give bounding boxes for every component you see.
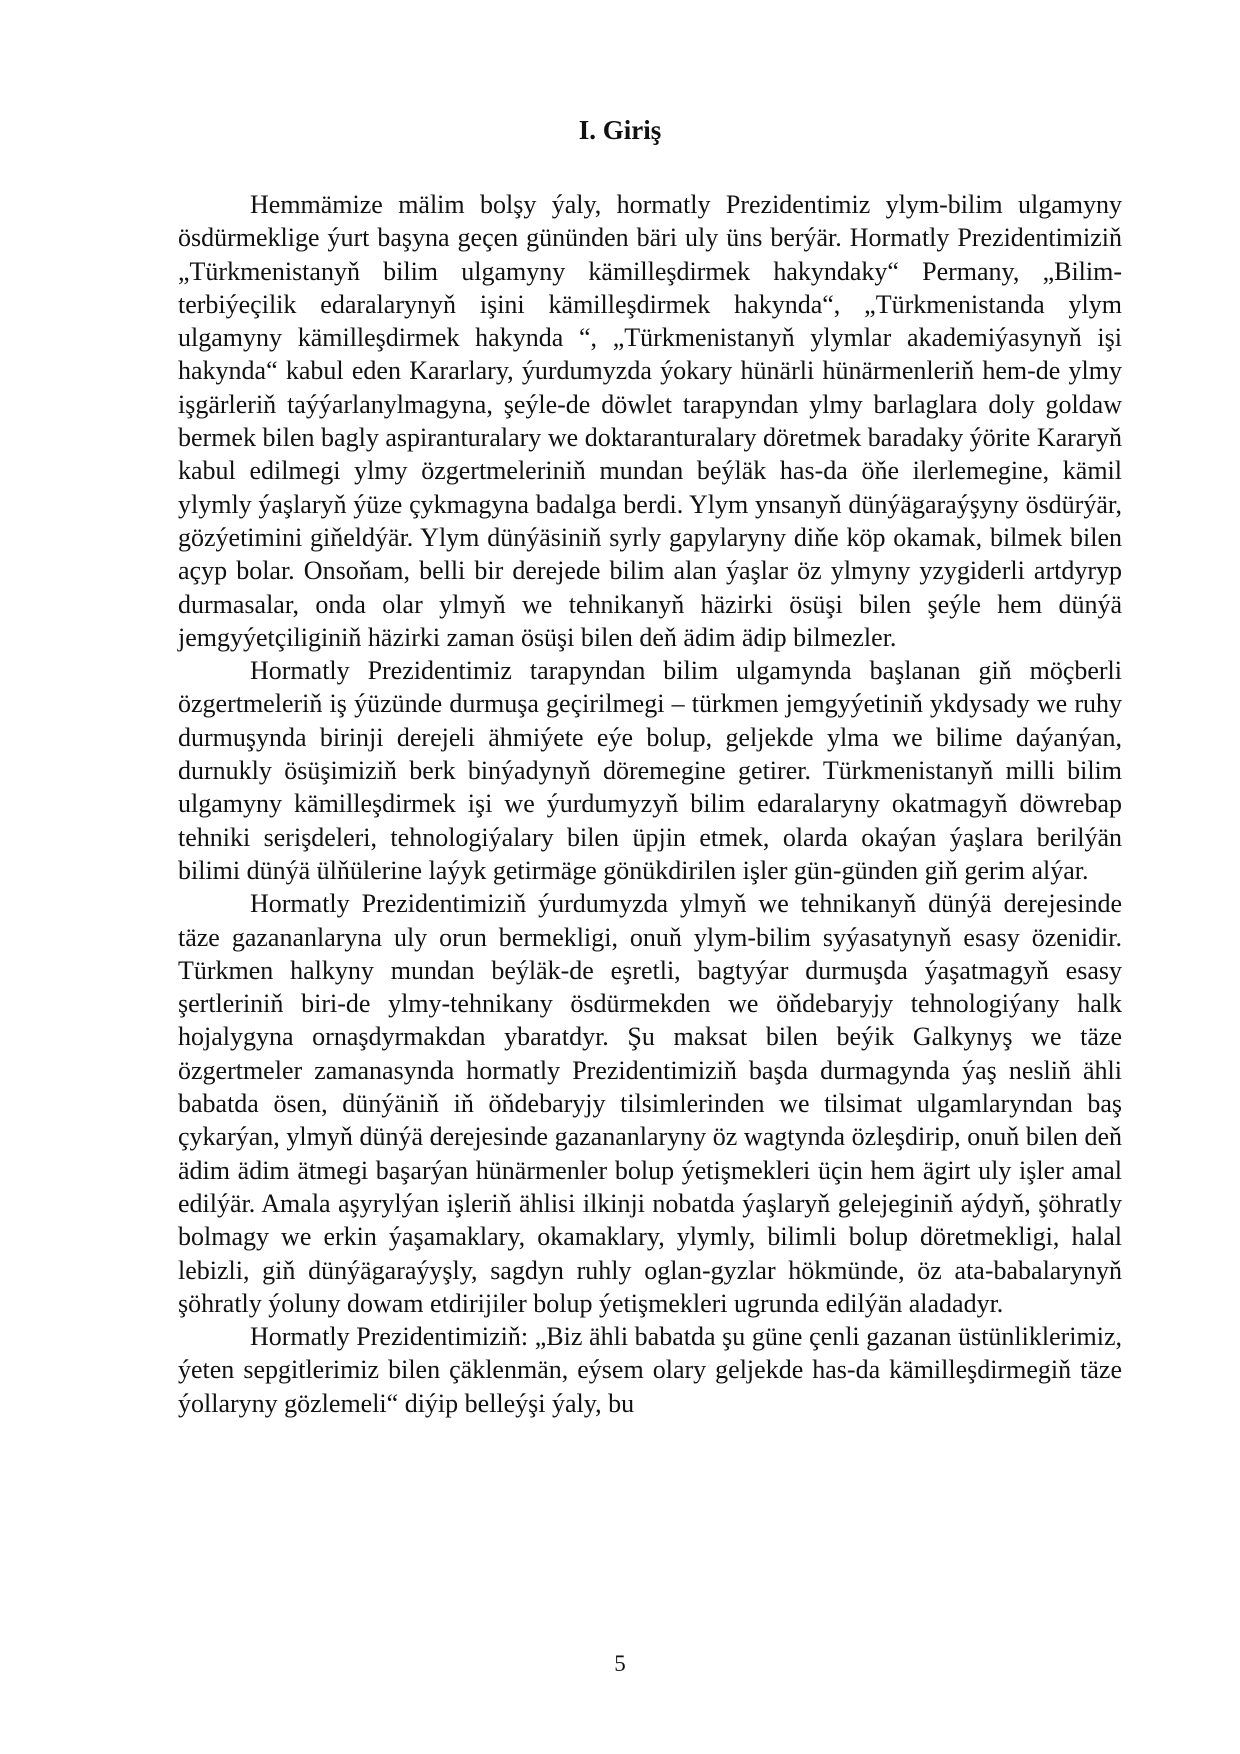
paragraph-2: Hormatly Prezidentimiz tarapyndan bilim ulgamynda başlanan giň möçberli özgertmeleriň iş ýüzünde durmuşa geçirilmegi – türkmen jemgyýetiniň ykdysady we ruhy durmuşynda birinji derejeli ähmiýete eýe bolup, geljekde ylma we bilime daýanýan, durnukly ösüşimiziň berk binýadynyň döremegine getirer. Türkmenistanyň milli bilim ulgamyny kämilleşdirmek işi we ýurdumyzyň bilim edaralaryny okatmagyň döwrebap tehniki serişdeleri, tehnologiýalary bilen üpjin etmek, olarda okaýan ýaşlara berilýän bilimi dünýä ülňülerine laýyk getirmäge gönükdirilen işler gün-günden giň gerim alýar. (178, 656, 1122, 885)
page-number: 5 (614, 1651, 626, 1676)
paragraph-4: Hormatly Prezidentimiziň: „Biz ähli babatda şu güne çenli gazanan üstünliklerimiz, ýeten sepgitlerimiz bilen çäklenmän, eýsem olary geljekde has-da kämilleşdirmegiň täze ýollaryny gözlemeli“ diýip belleýşi ýaly, bu (178, 1322, 1122, 1418)
document-body (178, 188, 1122, 1420)
paragraph-3: Hormatly Prezidentimiziň ýurdumyzda ylmyň we tehnikanyň dünýä derejesinde täze gazananlaryna uly orun bermekligi, onuň ylym-bilim syýasatynyň esasy özenidir. Türkmen halkyny mundan beýläk-de eşretli, bagtyýar durmuşda ýaşatmagyň esasy şertleriniň biri-de ylmy-tehnikany ösdürmekden we öňdebaryjy tehnologiýany halk hojalygyna ornaşdyrmakdan ybaratdyr. Şu maksat bilen beýik Galkynyş we täze özgertmeler zamanasynda hormatly Prezidentimiziň başda durmagynda ýaş nesliň ähli babatda ösen, dünýäniň iň öňdebaryjy tilsimlerinden we tilsimat ulgamlaryndan baş çykarýan, ylmyň dünýä derejesinde gazananlaryny öz wagtynda özleşdirip, onuň bilen deň ädim ädim ätmegi başarýan hünärmenler bolup ýetişmekleri üçin hem ägirt uly işler amal edilýär. Amala aşyrylýan işleriň ählisi ilkinji nobatda ýaşlaryň gelejeginiň aýdyň, şöhratly bolmagy we erkin ýaşamaklary, okamaklary, ylymly, bilimli bolup döretmekligi, halal lebizli, giň dünýägaraýyşly, sagdyn ruhly oglan-gyzlar hökmünde, öz ata-babalarynyň şöhratly ýoluny dowam etdirijiler bolup ýetişmekleri ugrunda edilýän aladadyr. (178, 889, 1122, 1318)
paragraph-1: Hemmämize mälim bolşy ýaly, hormatly Prezidentimiz ylym-bilim ulgamyny ösdürmeklige ýurt başyna geçen gününden bäri uly üns berýär. Hormatly Prezidentimiziň „Türkmenistanyň bilim ulgamyny kämilleşdirmek hakyndaky“ Permany, „Bilim-terbiýeçilik edaralarynyň işini kämilleşdirmek hakynda“, „Türkmenistanda ylym ulgamyny kämilleşdirmek hakynda “, „Türkmenistanyň ylymlar akademiýasynyň işi hakynda“ kabul eden Kararlary, ýurdumyzda ýokary hünärli hünärmenleriň hem-de ylmy işgärleriň taýýarlanylmagyna, şeýle-de döwlet tarapyndan ylmy barlaglara doly goldaw bermek bilen bagly aspiranturalary we doktaranturalary döretmek baradaky ýörite Kararyň kabul edilmegi ylmy özgertmeleriniň mundan beýläk has-da öňe ilerlemegine, kämil ylymly ýaşlaryň ýüze çykmagyna badalga berdi. Ylym ynsanyň dünýägaraýşyny ösdürýär, gözýetimini giňeldýär. Ylym dünýäsiniň syrly gapylaryny diňe köp okamak, bilmek bilen açyp bolar. Onsoňam, belli bir derejede bilim alan ýaşlar öz ylmyny yzygiderli artdyryp durmasalar, onda olar ylmyň we tehnikanyň häzirki ösüşi bilen şeýle hem dünýä jemgyýetçiliginiň häzirki zaman ösüşi bilen deň ädim ädip bilmezler. (178, 190, 1122, 652)
section-title: I. Giriş (578, 115, 662, 145)
